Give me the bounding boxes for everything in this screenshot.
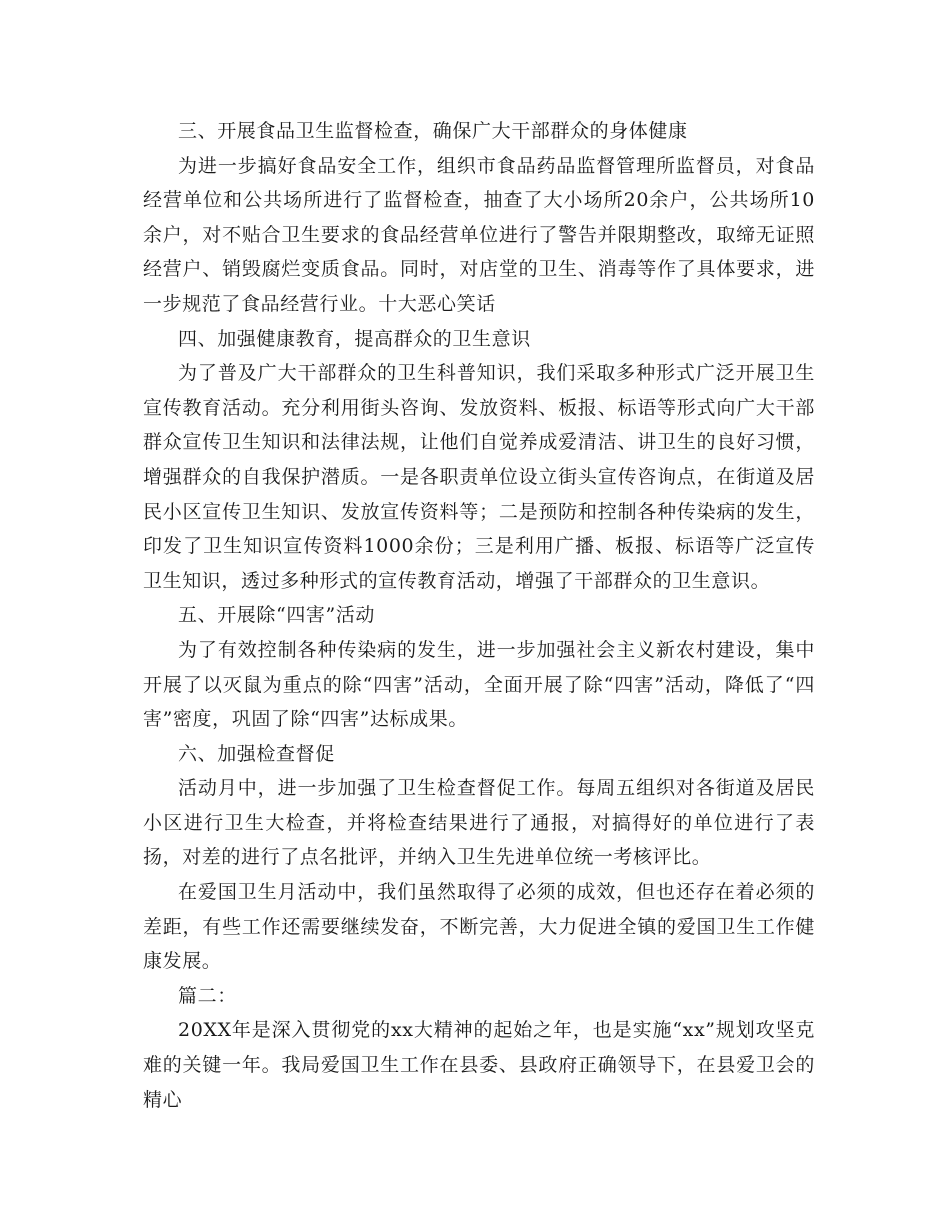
paragraph-inspection-supervision: 活动月中，进一步加强了卫生检查督促工作。每周五组织对各街道及居民小区进行卫生大检查，并将检查结果进行了通报，对搞得好的单位进行了表扬，对差的进行了点名批评，并纳入卫生先进单位统一考核评比。 [143,777,815,869]
paragraph-health-education: 为了普及广大干部群众的卫生科普知识，我们采取多种形式广泛开展卫生宣传教育活动。充分利用街头咨询、发放资料、板报、标语等形式向广大干部群众宣传卫生知识和法律法规，让他们自觉养成爱清洁、讲卫生的良好习惯，增强群众的自我保护潜质。一是各职责单位设立街头宣传咨询点，在街道及居民小区宣传卫生知识、发放宣传资料等；二是预防和控制各种传染病的发生，印发了卫生知识宣传资料1000余份；三是利用广播、板报、标语等广泛宣传卫生知识，透过多种形式的宣传教育活动，增强了干部群众的卫生意识。 [143,362,815,592]
section-heading-inspection-supervision: 六、加强检查督促 [178,742,335,765]
section-heading-health-education: 四、加强健康教育，提高群众的卫生意识 [178,327,531,350]
paragraph-food-inspection: 为进一步搞好食品安全工作，组织市食品药品监督管理所监督员，对食品经营单位和公共场所进行了监督检查，抽查了大小场所20余户，公共场所10余户，对不贴合卫生要求的食品经营单位进行了警告并限期整改，取缔无证照经营户、销毁腐烂变质食品。同时，对店堂的卫生、消毒等作了具体要求，进一步规范了食品经营行业。十大恶心笑话 [143,154,815,315]
part-two-heading: 篇二： [178,984,237,1007]
document-body [143,114,815,1117]
paragraph-part-two-intro: 20XX年是深入贯彻党的xx大精神的起始之年，也是实施“xx”规划攻坚克难的关键一年。我局爱国卫生工作在县委、县政府正确领导下，在县爱卫会的精心 [143,1019,815,1111]
paragraph-four-pests: 为了有效控制各种传染病的发生，进一步加强社会主义新农村建设，集中开展了以灭鼠为重点的除“四害”活动，全面开展了除“四害”活动，降低了“四害”密度，巩固了除“四害”达标成果。 [143,638,815,731]
section-heading-food-inspection: 三、开展食品卫生监督检查，确保广大干部群众的身体健康 [178,120,688,142]
section-heading-four-pests: 五、开展除“四害”活动 [178,604,376,627]
paragraph-conclusion: 在爱国卫生月活动中，我们虽然取得了必须的成效，但也还存在着必须的差距，有些工作还需要继续发奋，不断完善，大力促进全镇的爱国卫生工作健康发展。 [143,881,815,973]
